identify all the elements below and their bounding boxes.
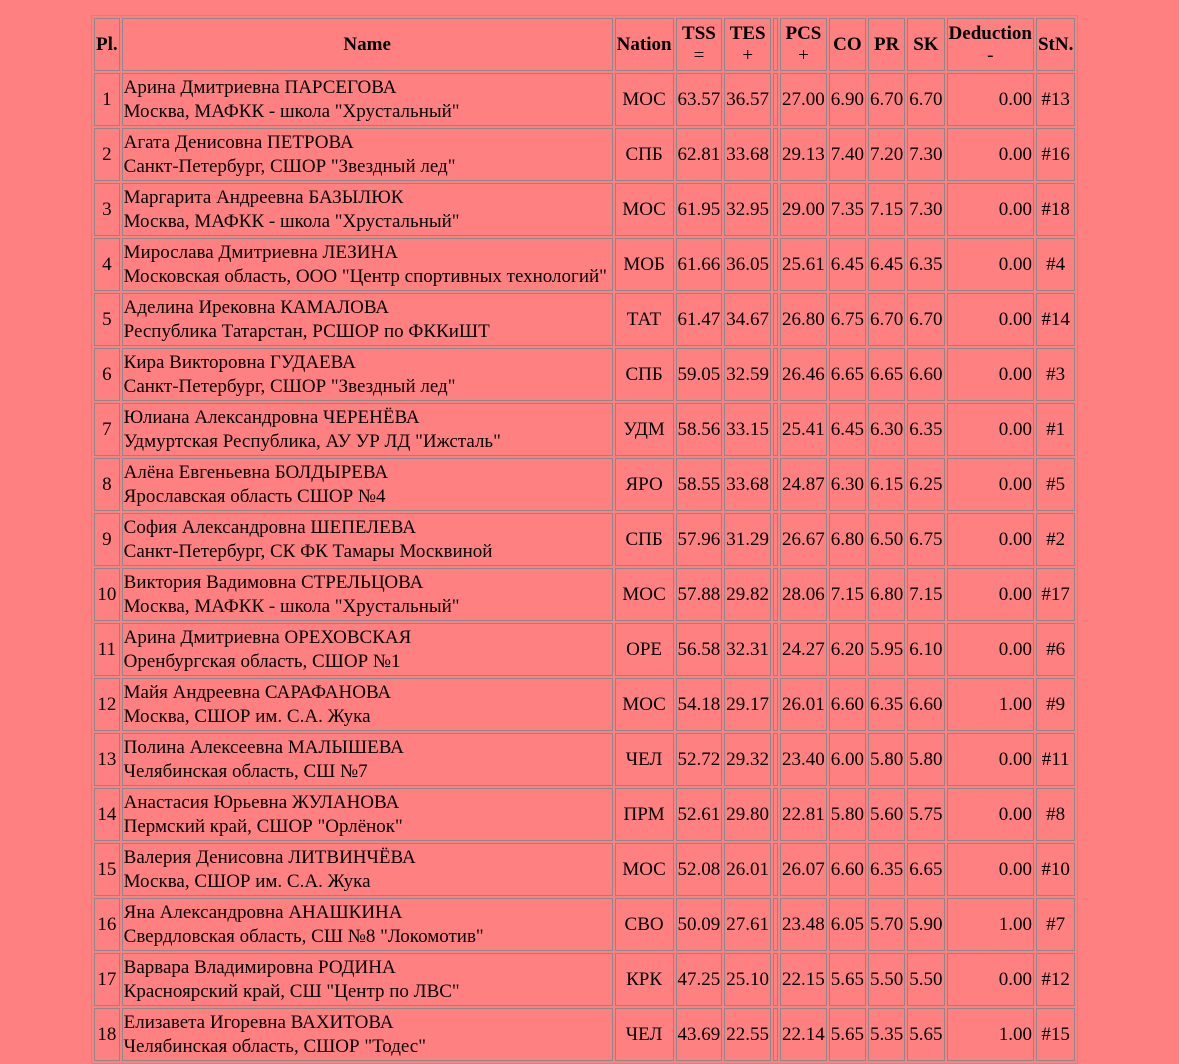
place-cell: 12 (94, 678, 120, 731)
header-tss-label: TSS (682, 22, 716, 44)
skater-name: Яна Александровна АНАШКИНА (123, 901, 403, 923)
sk-cell: 6.35 (907, 403, 944, 456)
place-cell: 3 (94, 183, 120, 236)
place-cell: 5 (94, 293, 120, 346)
tss-cell: 59.05 (676, 348, 723, 401)
nation-cell: МОБ (615, 238, 674, 291)
gap-cell (773, 238, 778, 291)
header-start-number: StN. (1036, 18, 1075, 71)
deduction-cell: 1.00 (947, 678, 1034, 731)
start-number-cell: #2 (1036, 513, 1075, 566)
table-row (94, 128, 1075, 181)
tes-cell: 29.82 (724, 568, 771, 621)
start-number-cell: #4 (1036, 238, 1075, 291)
header-deduction-operator: - (987, 44, 994, 66)
deduction-cell: 0.00 (947, 293, 1034, 346)
nation-cell: ЧЕЛ (615, 733, 674, 786)
header-gap (773, 18, 778, 71)
sk-cell: 6.70 (907, 293, 944, 346)
skater-name: Елизавета Игоревна ВАХИТОВА (123, 1011, 394, 1033)
skater-club: Ярославская область СШОР №4 (123, 485, 386, 507)
name-cell (122, 1008, 613, 1061)
sk-cell: 6.35 (907, 238, 944, 291)
name-cell (122, 73, 613, 126)
name-cell (122, 128, 613, 181)
place-cell: 1 (94, 73, 120, 126)
gap-cell (773, 73, 778, 126)
deduction-cell: 0.00 (947, 183, 1034, 236)
co-cell: 6.30 (829, 458, 866, 511)
sk-cell: 6.75 (907, 513, 944, 566)
name-cell (122, 843, 613, 896)
co-cell: 6.05 (829, 898, 866, 951)
place-cell: 14 (94, 788, 120, 841)
gap-cell (773, 128, 778, 181)
tss-cell: 50.09 (676, 898, 723, 951)
tes-cell: 33.15 (724, 403, 771, 456)
start-number-cell: #16 (1036, 128, 1075, 181)
skater-club: Санкт-Петербург, СШОР "Звездный лед" (123, 375, 456, 397)
co-cell: 6.45 (829, 403, 866, 456)
skater-club: Москва, СШОР им. С.А. Жука (123, 870, 371, 892)
pr-cell: 6.80 (868, 568, 905, 621)
start-number-cell: #3 (1036, 348, 1075, 401)
place-cell: 2 (94, 128, 120, 181)
pcs-cell: 26.01 (780, 678, 827, 731)
co-cell: 6.80 (829, 513, 866, 566)
skater-name: Мирослава Дмитриевна ЛЕЗИНА (123, 241, 398, 263)
sk-cell: 5.65 (907, 1008, 944, 1061)
start-number-cell: #15 (1036, 1008, 1075, 1061)
skater-name: Полина Алексеевна МАЛЫШЕВА (123, 736, 404, 758)
place-cell: 7 (94, 403, 120, 456)
sk-cell: 5.50 (907, 953, 944, 1006)
deduction-cell: 0.00 (947, 788, 1034, 841)
tss-cell: 62.81 (676, 128, 723, 181)
tes-cell: 31.29 (724, 513, 771, 566)
skater-club: Санкт-Петербург, СК ФК Тамары Москвиной (123, 540, 493, 562)
gap-cell (773, 623, 778, 676)
co-cell: 5.65 (829, 953, 866, 1006)
name-cell (122, 293, 613, 346)
tss-cell: 63.57 (676, 73, 723, 126)
tes-cell: 36.05 (724, 238, 771, 291)
table-row (94, 568, 1075, 621)
deduction-cell: 0.00 (947, 733, 1034, 786)
name-cell (122, 678, 613, 731)
tes-cell: 32.31 (724, 623, 771, 676)
gap-cell (773, 678, 778, 731)
place-cell: 16 (94, 898, 120, 951)
tss-cell: 47.25 (676, 953, 723, 1006)
skater-club: Москва, СШОР им. С.А. Жука (123, 705, 371, 727)
start-number-cell: #8 (1036, 788, 1075, 841)
pcs-cell: 25.61 (780, 238, 827, 291)
skater-club: Удмуртская Республика, АУ УР ЛД "Ижсталь" (123, 430, 501, 452)
gap-cell (773, 953, 778, 1006)
place-cell: 18 (94, 1008, 120, 1061)
tss-cell: 52.61 (676, 788, 723, 841)
skater-club: Республика Татарстан, РСШОР по ФККиШТ (123, 320, 490, 342)
tes-cell: 32.59 (724, 348, 771, 401)
skater-name: Майя Андреевна САРАФАНОВА (123, 681, 392, 703)
sk-cell: 6.25 (907, 458, 944, 511)
deduction-cell: 1.00 (947, 898, 1034, 951)
pr-cell: 6.70 (868, 293, 905, 346)
table-row (94, 513, 1075, 566)
tss-cell: 57.88 (676, 568, 723, 621)
sk-cell: 6.65 (907, 843, 944, 896)
nation-cell: СВО (615, 898, 674, 951)
table-row (94, 73, 1075, 126)
table-row (94, 458, 1075, 511)
name-cell (122, 403, 613, 456)
skater-club: Оренбургская область, СШОР №1 (123, 650, 401, 672)
sk-cell: 6.10 (907, 623, 944, 676)
skater-name: Кира Викторовна ГУДАЕВА (123, 351, 356, 373)
tss-cell: 58.55 (676, 458, 723, 511)
pcs-cell: 26.46 (780, 348, 827, 401)
name-cell (122, 568, 613, 621)
header-co: CO (829, 18, 866, 71)
table-row (94, 1008, 1075, 1061)
start-number-cell: #13 (1036, 73, 1075, 126)
nation-cell: СПБ (615, 513, 674, 566)
name-cell (122, 513, 613, 566)
tss-cell: 54.18 (676, 678, 723, 731)
deduction-cell: 0.00 (947, 568, 1034, 621)
tss-cell: 43.69 (676, 1008, 723, 1061)
gap-cell (773, 568, 778, 621)
pcs-cell: 29.13 (780, 128, 827, 181)
nation-cell: МОС (615, 843, 674, 896)
co-cell: 6.20 (829, 623, 866, 676)
gap-cell (773, 403, 778, 456)
co-cell: 7.35 (829, 183, 866, 236)
name-cell (122, 238, 613, 291)
sk-cell: 7.15 (907, 568, 944, 621)
name-cell (122, 348, 613, 401)
header-pcs-operator: + (798, 44, 809, 66)
table-row (94, 678, 1075, 731)
header-pcs (780, 18, 827, 71)
sk-cell: 6.60 (907, 678, 944, 731)
pr-cell: 6.30 (868, 403, 905, 456)
header-place: Pl. (94, 18, 120, 71)
pcs-cell: 24.27 (780, 623, 827, 676)
results-table (91, 15, 1078, 1064)
header-tss (676, 18, 723, 71)
skater-name: Арина Дмитриевна ОРЕХОВСКАЯ (123, 626, 412, 648)
tes-cell: 27.61 (724, 898, 771, 951)
tes-cell: 33.68 (724, 458, 771, 511)
skater-name: Аделина Ирековна КАМАЛОВА (123, 296, 390, 318)
gap-cell (773, 733, 778, 786)
place-cell: 8 (94, 458, 120, 511)
deduction-cell: 0.00 (947, 348, 1034, 401)
name-cell (122, 458, 613, 511)
gap-cell (773, 843, 778, 896)
tes-cell: 36.57 (724, 73, 771, 126)
tes-cell: 25.10 (724, 953, 771, 1006)
skater-club: Челябинская область, СШОР "Тодес" (123, 1035, 426, 1057)
pcs-cell: 28.06 (780, 568, 827, 621)
sk-cell: 6.60 (907, 348, 944, 401)
place-cell: 15 (94, 843, 120, 896)
table-row (94, 843, 1075, 896)
pcs-cell: 22.15 (780, 953, 827, 1006)
co-cell: 6.75 (829, 293, 866, 346)
sk-cell: 6.70 (907, 73, 944, 126)
start-number-cell: #5 (1036, 458, 1075, 511)
tes-cell: 26.01 (724, 843, 771, 896)
deduction-cell: 0.00 (947, 128, 1034, 181)
table-row (94, 788, 1075, 841)
deduction-cell: 0.00 (947, 953, 1034, 1006)
table-row (94, 623, 1075, 676)
skater-club: Москва, МАФКК - школа "Хрустальный" (123, 210, 460, 232)
nation-cell: ЯРО (615, 458, 674, 511)
sk-cell: 7.30 (907, 183, 944, 236)
nation-cell: КРК (615, 953, 674, 1006)
pr-cell: 5.80 (868, 733, 905, 786)
nation-cell: МОС (615, 678, 674, 731)
header-tss-operator: = (693, 44, 705, 66)
pr-cell: 5.95 (868, 623, 905, 676)
co-cell: 5.80 (829, 788, 866, 841)
pcs-cell: 29.00 (780, 183, 827, 236)
pr-cell: 6.65 (868, 348, 905, 401)
nation-cell: МОС (615, 183, 674, 236)
co-cell: 6.65 (829, 348, 866, 401)
header-tes-label: TES (729, 22, 766, 44)
place-cell: 9 (94, 513, 120, 566)
place-cell: 6 (94, 348, 120, 401)
sk-cell: 5.80 (907, 733, 944, 786)
name-cell (122, 183, 613, 236)
nation-cell: МОС (615, 568, 674, 621)
pr-cell: 6.50 (868, 513, 905, 566)
start-number-cell: #12 (1036, 953, 1075, 1006)
skater-club: Московская область, ООО "Центр спортивных технологий" (123, 265, 607, 287)
start-number-cell: #14 (1036, 293, 1075, 346)
name-cell (122, 898, 613, 951)
header-tes-operator: + (742, 44, 754, 66)
pcs-cell: 24.87 (780, 458, 827, 511)
start-number-cell: #1 (1036, 403, 1075, 456)
deduction-cell: 0.00 (947, 623, 1034, 676)
place-cell: 4 (94, 238, 120, 291)
tss-cell: 57.96 (676, 513, 723, 566)
nation-cell: ПРМ (615, 788, 674, 841)
skater-name: Алёна Евгеньевна БОЛДЫРЕВА (123, 461, 389, 483)
pcs-cell: 26.80 (780, 293, 827, 346)
place-cell: 13 (94, 733, 120, 786)
name-cell (122, 953, 613, 1006)
place-cell: 10 (94, 568, 120, 621)
tss-cell: 58.56 (676, 403, 723, 456)
pr-cell: 5.50 (868, 953, 905, 1006)
nation-cell: ЧЕЛ (615, 1008, 674, 1061)
nation-cell: ТАТ (615, 293, 674, 346)
co-cell: 6.45 (829, 238, 866, 291)
header-nation: Nation (615, 18, 674, 71)
pr-cell: 6.70 (868, 73, 905, 126)
tes-cell: 32.95 (724, 183, 771, 236)
co-cell: 5.65 (829, 1008, 866, 1061)
nation-cell: СПБ (615, 348, 674, 401)
pr-cell: 7.15 (868, 183, 905, 236)
pcs-cell: 26.67 (780, 513, 827, 566)
skater-club: Челябинская область, СШ №7 (123, 760, 368, 782)
co-cell: 7.40 (829, 128, 866, 181)
gap-cell (773, 1008, 778, 1061)
deduction-cell: 1.00 (947, 1008, 1034, 1061)
tes-cell: 33.68 (724, 128, 771, 181)
skater-club: Москва, МАФКК - школа "Хрустальный" (123, 100, 460, 122)
pr-cell: 5.60 (868, 788, 905, 841)
pcs-cell: 27.00 (780, 73, 827, 126)
skater-club: Красноярский край, СШ "Центр по ЛВС" (123, 980, 460, 1002)
start-number-cell: #11 (1036, 733, 1075, 786)
header-row (94, 18, 1075, 71)
table-row (94, 293, 1075, 346)
skater-name: Варвара Владимировна РОДИНА (123, 956, 396, 978)
table-row (94, 733, 1075, 786)
start-number-cell: #6 (1036, 623, 1075, 676)
header-sk: SK (907, 18, 944, 71)
skater-name: Анастасия Юрьевна ЖУЛАНОВА (123, 791, 400, 813)
tes-cell: 22.55 (724, 1008, 771, 1061)
deduction-cell: 0.00 (947, 238, 1034, 291)
skater-name: Маргарита Андреевна БАЗЫЛЮК (123, 186, 404, 208)
gap-cell (773, 458, 778, 511)
skater-name: София Александровна ШЕПЕЛЕВА (123, 516, 416, 538)
nation-cell: ОРЕ (615, 623, 674, 676)
nation-cell: МОС (615, 73, 674, 126)
header-tes (724, 18, 771, 71)
skater-name: Агата Денисовна ПЕТРОВА (123, 131, 354, 153)
skater-club: Пермский край, СШОР "Орлёнок" (123, 815, 403, 837)
tss-cell: 56.58 (676, 623, 723, 676)
deduction-cell: 0.00 (947, 73, 1034, 126)
sk-cell: 7.30 (907, 128, 944, 181)
table-row (94, 898, 1075, 951)
gap-cell (773, 898, 778, 951)
co-cell: 6.60 (829, 678, 866, 731)
tes-cell: 29.80 (724, 788, 771, 841)
start-number-cell: #7 (1036, 898, 1075, 951)
header-deduction (947, 18, 1034, 71)
table-row (94, 953, 1075, 1006)
sk-cell: 5.90 (907, 898, 944, 951)
header-pcs-label: PCS (785, 22, 822, 44)
skater-name: Юлиана Александровна ЧЕРЕНЁВА (123, 406, 420, 428)
pr-cell: 6.35 (868, 678, 905, 731)
name-cell (122, 623, 613, 676)
co-cell: 6.90 (829, 73, 866, 126)
pr-cell: 6.35 (868, 843, 905, 896)
table-row (94, 183, 1075, 236)
name-cell (122, 733, 613, 786)
start-number-cell: #17 (1036, 568, 1075, 621)
deduction-cell: 0.00 (947, 513, 1034, 566)
tss-cell: 61.95 (676, 183, 723, 236)
skater-name: Арина Дмитриевна ПАРСЕГОВА (123, 76, 397, 98)
table-row (94, 403, 1075, 456)
tss-cell: 52.72 (676, 733, 723, 786)
pcs-cell: 25.41 (780, 403, 827, 456)
sk-cell: 5.75 (907, 788, 944, 841)
pcs-cell: 23.40 (780, 733, 827, 786)
gap-cell (773, 183, 778, 236)
deduction-cell: 0.00 (947, 843, 1034, 896)
tss-cell: 61.66 (676, 238, 723, 291)
tes-cell: 34.67 (724, 293, 771, 346)
pcs-cell: 22.14 (780, 1008, 827, 1061)
gap-cell (773, 293, 778, 346)
pr-cell: 6.15 (868, 458, 905, 511)
nation-cell: СПБ (615, 128, 674, 181)
nation-cell: УДМ (615, 403, 674, 456)
results-body (94, 73, 1075, 1061)
pcs-cell: 22.81 (780, 788, 827, 841)
deduction-cell: 0.00 (947, 458, 1034, 511)
pr-cell: 5.35 (868, 1008, 905, 1061)
pr-cell: 6.45 (868, 238, 905, 291)
start-number-cell: #10 (1036, 843, 1075, 896)
gap-cell (773, 513, 778, 566)
tes-cell: 29.32 (724, 733, 771, 786)
tes-cell: 29.17 (724, 678, 771, 731)
place-cell: 17 (94, 953, 120, 1006)
pcs-cell: 23.48 (780, 898, 827, 951)
header-name: Name (122, 18, 613, 71)
name-cell (122, 788, 613, 841)
skater-name: Виктория Вадимовна СТРЕЛЬЦОВА (123, 571, 424, 593)
header-deduction-label: Deduction (948, 22, 1032, 44)
skater-club: Москва, МАФКК - школа "Хрустальный" (123, 595, 460, 617)
start-number-cell: #9 (1036, 678, 1075, 731)
co-cell: 6.60 (829, 843, 866, 896)
pcs-cell: 26.07 (780, 843, 827, 896)
table-row (94, 348, 1075, 401)
skater-name: Валерия Денисовна ЛИТВИНЧЁВА (123, 846, 416, 868)
place-cell: 11 (94, 623, 120, 676)
tss-cell: 52.08 (676, 843, 723, 896)
pr-cell: 7.20 (868, 128, 905, 181)
co-cell: 6.00 (829, 733, 866, 786)
header-pr: PR (868, 18, 905, 71)
gap-cell (773, 788, 778, 841)
deduction-cell: 0.00 (947, 403, 1034, 456)
start-number-cell: #18 (1036, 183, 1075, 236)
tss-cell: 61.47 (676, 293, 723, 346)
skater-club: Свердловская область, СШ №8 "Локомотив" (123, 925, 484, 947)
table-row (94, 238, 1075, 291)
pr-cell: 5.70 (868, 898, 905, 951)
skater-club: Санкт-Петербург, СШОР "Звездный лед" (123, 155, 456, 177)
co-cell: 7.15 (829, 568, 866, 621)
gap-cell (773, 348, 778, 401)
